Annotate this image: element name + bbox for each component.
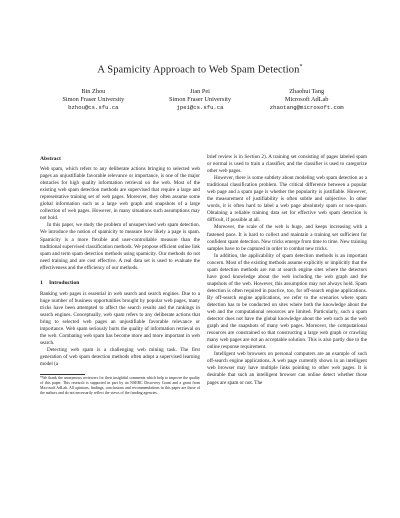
paper-title xyxy=(0,64,400,76)
author-affiliation: Microsoft AdLab xyxy=(284,96,329,104)
paper-title-text: A Spamicity Approach to Web Spam Detection xyxy=(97,64,300,76)
author-1 xyxy=(40,88,147,112)
author-affiliation: Simon Fraser University xyxy=(169,96,231,104)
author-name: Bin Zhou xyxy=(81,88,106,95)
right-column xyxy=(207,154,367,387)
intro-paragraph-2: Detecting web spam is a challenging web mining task. The first generation of web spam detection methods often adopt a supervised learning model (a xyxy=(40,347,200,368)
abstract-paragraph-2: In this paper, we study the problem of unsupervised web spam detection. We introduce the notion of spamicity to measure how likely a page is spam. Spamicity is a more flexible and user-controllable measure than the traditional supervised classification methods. We propose efficient online link spam and term spam detection methods using spamicity. Our methods do not need training and are cost effective. A real data set is used to evaluate the effectiveness and the efficiency of our methods. xyxy=(40,222,201,271)
author-affiliation: Simon Fraser University xyxy=(62,96,125,104)
abstract-paragraph-1: Web spam, which refers to any deliberate actions bringing to selected web pages an unjustifiable favorable relevance or importance, is one of the major obstacles for high quality information retrieval on the web. Most of the existing web spam detection methods are supervised that require a large and representative training set of web pages. Moreover, they often assume some global information such as a large web graph and snapshots of a large collection of web pages. However, in many situations such assumptions may not hold. xyxy=(40,166,200,222)
body-paragraph-1: brief review is in Section 2). A training set consisting of pages labeled spam or normal is used to train a classifier, and the classifier is used to categorize other web pages. xyxy=(207,154,367,175)
footnote-rule xyxy=(40,374,85,375)
intro-paragraph-1: Ranking web pages is essential in web search and search engines. Due to a huge number of business opportunities brought by popular web pages, many tricks have been attempted to affect the search results and the rankings in search engines. Conceptually, web spam refers to any deliberate actions that bring to selected web pages an unjustifiable favorable relevance or importance. Web spam seriously hurts the quality of information retrieval on the web. Combating web spam has become more and more important in web search. xyxy=(40,290,200,347)
author-block xyxy=(40,88,360,112)
body-paragraph-2: However, there is some subtlety about modeling web spam detection as a traditional classification problem. The critical difference between a popular web page and a spam page is whether the popularity is justifiable. However, the measurement of justifiability is often subtle and subjective. In other words, it is often hard to label a web page absolutely spam or non-spam. Obtaining a reliable training data set for effective web spam detection is difficult, if possible at all. xyxy=(207,175,367,224)
author-2 xyxy=(147,88,254,112)
author-email: bzhou@cs.sfu.ca xyxy=(68,104,119,112)
title-footnote-mark: * xyxy=(299,64,303,70)
section-title: Introduction xyxy=(49,279,80,286)
section-number: 1 xyxy=(40,279,43,286)
body-paragraph-3: Moreover, the scale of the web is huge, and keeps increasing with a fastened pace. It is hard to collect and maintain a training set sufficient for confident spam detection. New tricks emerge from time to time. New training samples have to be captured in order to combat new tricks. xyxy=(207,224,367,252)
body-paragraph-4: In addition, the applicability of spam detection methods is an important concern. Most of the existing methods assume explicitly or implicitly that the spam detection methods are run at search engine sites where the detectors have good knowledge about the web including the web graph and the snapshots of the web. However, this assumption may not always hold. Spam detection is often required in practice, too, for off-search engine applications. By off-search engine applications, we refer to the scenarios where spam detection has to be conducted on sites where both the knowledge about the web and the computational resources are limited. Particularly, such a spam detector does not have the global knowledge about the web such as the web graph and the snapshots of many web pages. Moreover, the computational resources are constrained so that constructing a large web graph or crawling many web pages are not an acceptable solution. This is also partly due to the online response requirement. xyxy=(207,252,367,351)
footnote: *We thank the anonymous reviewers for their insightful comments which help to improve the quality of this paper. This research is supported in part by an NSERC Discovery Grant and a grant from Microsoft AdLab. All opinions, findings, conclusions and recommendations in this paper are those of the authors and do not necessarily reflect the views of the funding agencies. xyxy=(40,376,200,396)
author-email: jpei@cs.sfu.ca xyxy=(176,104,224,112)
author-name: Zhaohui Tang xyxy=(289,88,325,95)
section-heading xyxy=(40,280,200,287)
author-email: zhaotang@microsoft.com xyxy=(269,104,344,112)
left-column xyxy=(40,156,200,396)
author-3 xyxy=(253,88,360,112)
body-paragraph-5: Intelligent web browsers on personal computers are an example of such off-search engine applications. A web page currently shown in an intelligent web browser may have multiple links pointing to other web pages. It is desirable that such an intelligent browser can online detect whether those pages are spam or not. The xyxy=(207,351,367,386)
author-name: Jian Pei xyxy=(190,88,210,95)
abstract-heading: Abstract xyxy=(40,156,61,162)
